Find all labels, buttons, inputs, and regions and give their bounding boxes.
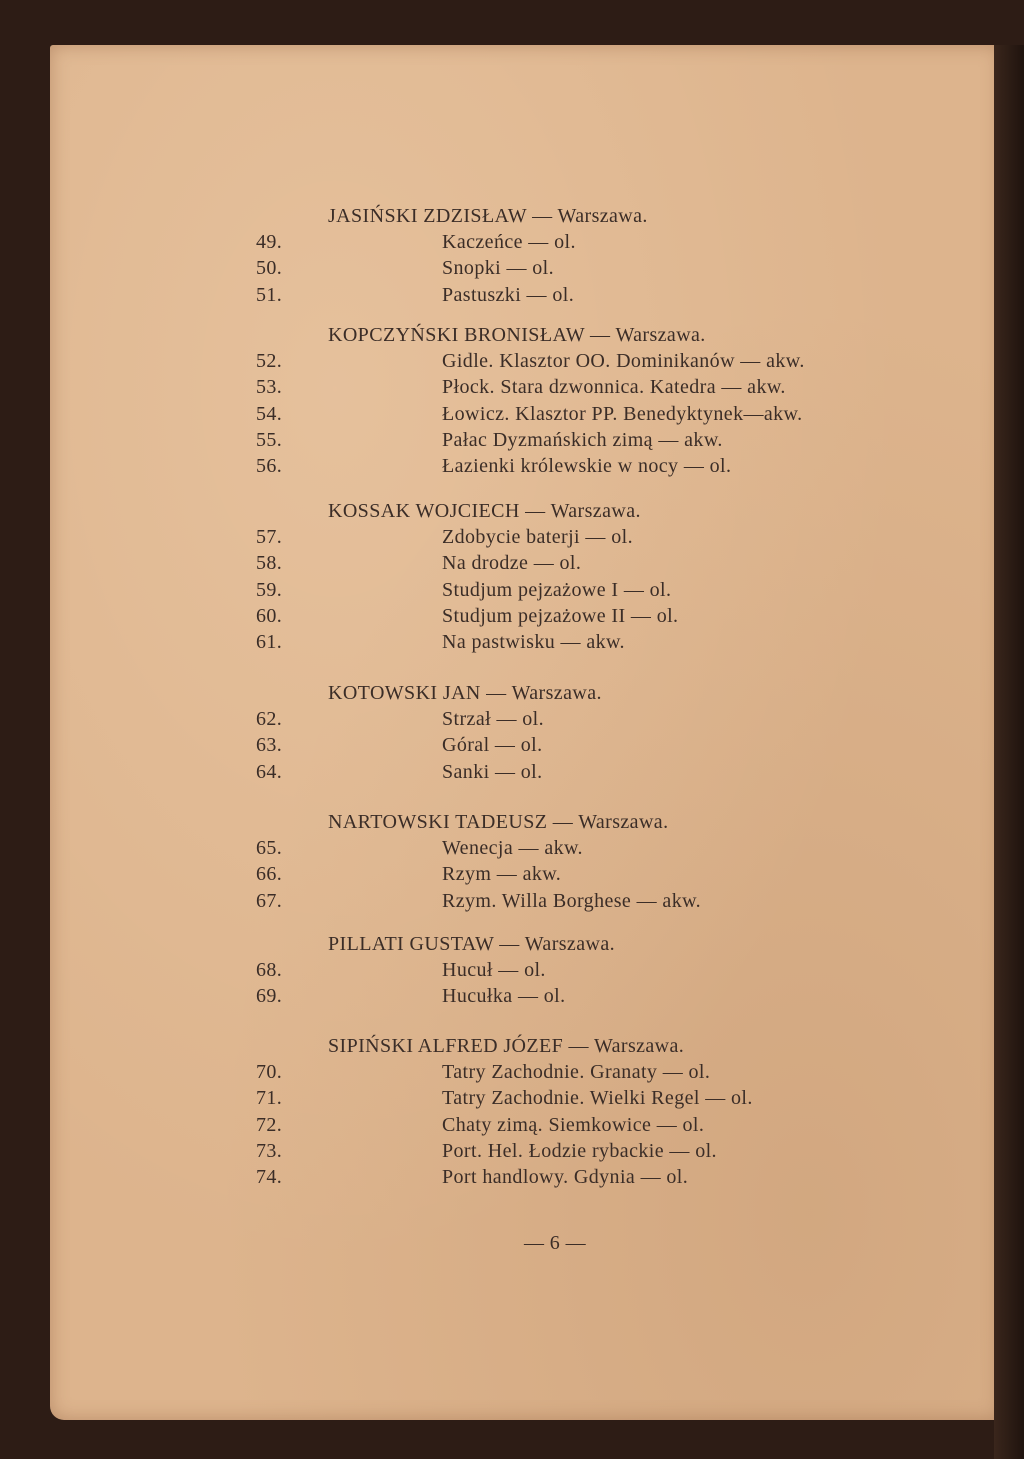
entry-title: Studjum pejzażowe II — ol. — [442, 604, 679, 627]
entry-number: 70. — [256, 1061, 283, 1083]
entry-number: 65. — [256, 837, 283, 859]
entry-number: 57. — [256, 526, 283, 548]
entry-number: 69. — [256, 985, 283, 1008]
artist-header: KOPCZYŃSKI BRONISŁAW — Warszawa. — [328, 324, 706, 346]
entry-title: Sanki — ol. — [442, 760, 543, 783]
entry-number: 50. — [256, 257, 283, 280]
artist-header: SIPIŃSKI ALFRED JÓZEF — Warszawa. — [328, 1035, 685, 1057]
entry-number: 61. — [256, 631, 283, 654]
entry-number: 72. — [256, 1113, 283, 1136]
entry-title: Rzym. Willa Borghese — akw. — [442, 889, 702, 912]
entry-title: Na pastwisku — akw. — [442, 631, 625, 654]
entry-number: 56. — [256, 455, 283, 478]
entry-number: 51. — [256, 283, 283, 306]
artist-header: JASIŃSKI ZDZISŁAW — Warszawa. — [328, 205, 648, 227]
entry-number: 74. — [256, 1166, 283, 1189]
entry-title: Pastuszki — ol. — [442, 283, 575, 306]
entry-title: Strzał — ol. — [442, 708, 545, 730]
entry-number: 60. — [256, 604, 283, 627]
entry-number: 67. — [256, 889, 283, 912]
entry-number: 71. — [256, 1087, 283, 1110]
entry-title: Kaczeńce — ol. — [442, 231, 576, 253]
page-number: — 6 — — [524, 1232, 586, 1254]
entry-number: 52. — [256, 350, 283, 372]
artist-header: PILLATI GUSTAW — Warszawa. — [328, 933, 616, 955]
entry-title: Tatry Zachodnie. Wielki Regel — ol. — [442, 1087, 753, 1110]
entry-title: Rzym — akw. — [442, 863, 562, 886]
entry-title: Hucuł — ol. — [442, 959, 546, 981]
entry-number: 49. — [256, 231, 283, 253]
entry-title: Port. Hel. Łodzie rybackie — ol. — [442, 1139, 717, 1162]
entry-title: Tatry Zachodnie. Granaty — ol. — [442, 1061, 711, 1083]
entry-title: Hucułka — ol. — [442, 985, 566, 1008]
entry-number: 66. — [256, 863, 283, 886]
entry-title: Góral — ol. — [442, 734, 543, 757]
entry-number: 68. — [256, 959, 283, 981]
entry-number: 63. — [256, 734, 283, 757]
entry-title: Port handlowy. Gdynia — ol. — [442, 1166, 689, 1189]
entry-number: 62. — [256, 708, 283, 730]
entry-title: Łazienki królewskie w nocy — ol. — [442, 455, 732, 478]
artist-header: KOTOWSKI JAN — Warszawa. — [328, 682, 602, 704]
entry-title: Wenecja — akw. — [442, 837, 583, 859]
entry-number: 55. — [256, 428, 283, 451]
artist-header: NARTOWSKI TADEUSZ — Warszawa. — [328, 811, 669, 833]
entry-title: Chaty zimą. Siemkowice — ol. — [442, 1113, 705, 1136]
entry-title: Łowicz. Klasztor PP. Benedyktynek—akw. — [442, 402, 803, 425]
entry-title: Pałac Dyzmańskich zimą — akw. — [442, 428, 723, 451]
entry-number: 59. — [256, 578, 283, 601]
entry-title: Płock. Stara dzwonnica. Katedra — akw. — [442, 376, 786, 399]
artist-header: KOSSAK WOJCIECH — Warszawa. — [328, 500, 641, 522]
entry-number: 58. — [256, 552, 283, 575]
entry-title: Na drodze — ol. — [442, 552, 582, 575]
entry-number: 53. — [256, 376, 283, 399]
entry-title: Studjum pejzażowe I — ol. — [442, 578, 672, 601]
entry-title: Gidle. Klasztor OO. Dominikanów — akw. — [442, 350, 805, 372]
entry-number: 64. — [256, 760, 283, 783]
entry-title: Zdobycie baterji — ol. — [442, 526, 633, 548]
entry-number: 73. — [256, 1139, 283, 1162]
entry-title: Snopki — ol. — [442, 257, 555, 280]
entry-number: 54. — [256, 402, 283, 425]
